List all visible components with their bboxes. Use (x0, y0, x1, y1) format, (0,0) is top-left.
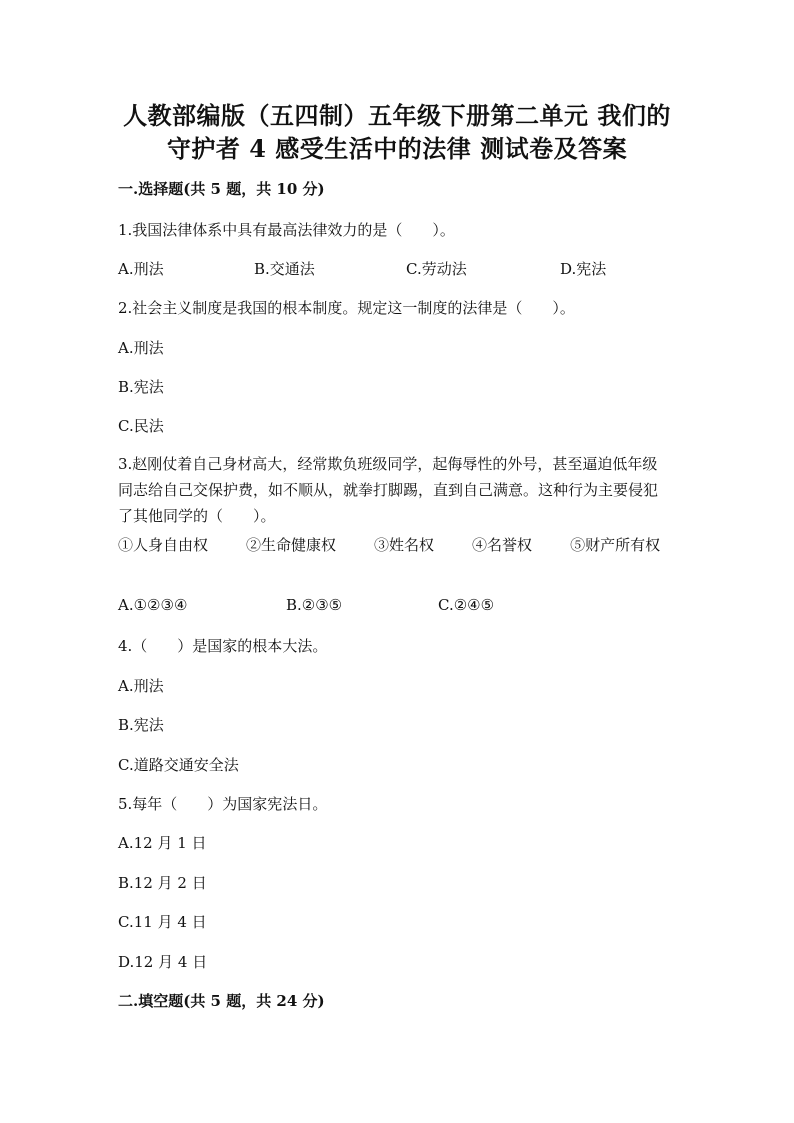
question-4-option-c: C.道路交通安全法 (118, 756, 239, 774)
question-2-text: 2.社会主义制度是我国的根本制度。规定这一制度的法律是（ ）。 (118, 299, 575, 317)
question-3-rights-list (118, 534, 670, 556)
document-title-line-1: 人教部编版（五四制）五年级下册第二单元 我们的 (123, 101, 671, 130)
question-2-option-c: C.民法 (118, 417, 164, 435)
question-1-text: 1.我国法律体系中具有最高法律效力的是（ ）。 (118, 221, 455, 239)
question-3-right-3: ③姓名权 (374, 536, 435, 554)
question-1-option-b: B.交通法 (254, 260, 315, 278)
question-3-right-5: ⑤财产所有权 (570, 536, 661, 554)
section-heading-choice: 一.选择题(共 5 题，共 10 分) (118, 180, 325, 198)
question-5-option-b: B.12 月 2 日 (118, 874, 207, 892)
question-3-option-b: B.②③⑤ (286, 596, 343, 614)
question-3-text: 3.赵刚仗着自己身材高大，经常欺负班级同学，起侮辱性的外号，甚至逼迫低年级同志给自己交保护费，如不顺从，就拳打脚踢，直到自己满意。这种行为主要侵犯了其他同学的（ ）。 (118, 455, 659, 525)
question-4-option-a: A.刑法 (118, 677, 164, 695)
question-3-right-1: ①人身自由权 (118, 536, 209, 554)
question-3-right-4: ④名誉权 (472, 536, 533, 554)
question-5-text: 5.每年（ ）为国家宪法日。 (118, 795, 328, 813)
question-1-option-c: C.劳动法 (406, 260, 467, 278)
question-4-option-b: B.宪法 (118, 716, 164, 734)
question-2-option-a: A.刑法 (118, 339, 164, 357)
question-3-option-a: A.①②③④ (118, 596, 188, 614)
question-3-right-2: ②生命健康权 (246, 536, 337, 554)
question-5-option-a: A.12 月 1 日 (118, 834, 207, 852)
question-3-option-c: C.②④⑤ (438, 596, 495, 614)
question-1-option-d: D.宪法 (560, 260, 607, 278)
question-5-option-d: D.12 月 4 日 (118, 953, 208, 971)
section-heading-fill-in: 二.填空题(共 5 题，共 24 分) (118, 992, 325, 1010)
question-2-option-b: B.宪法 (118, 378, 164, 396)
question-4-text: 4.（ ）是国家的根本大法。 (118, 637, 328, 655)
document-title-line-2: 守护者 4 感受生活中的法律 测试卷及答案 (166, 134, 628, 163)
question-5-option-c: C.11 月 4 日 (118, 913, 207, 931)
question-1-option-a: A.刑法 (118, 260, 164, 278)
